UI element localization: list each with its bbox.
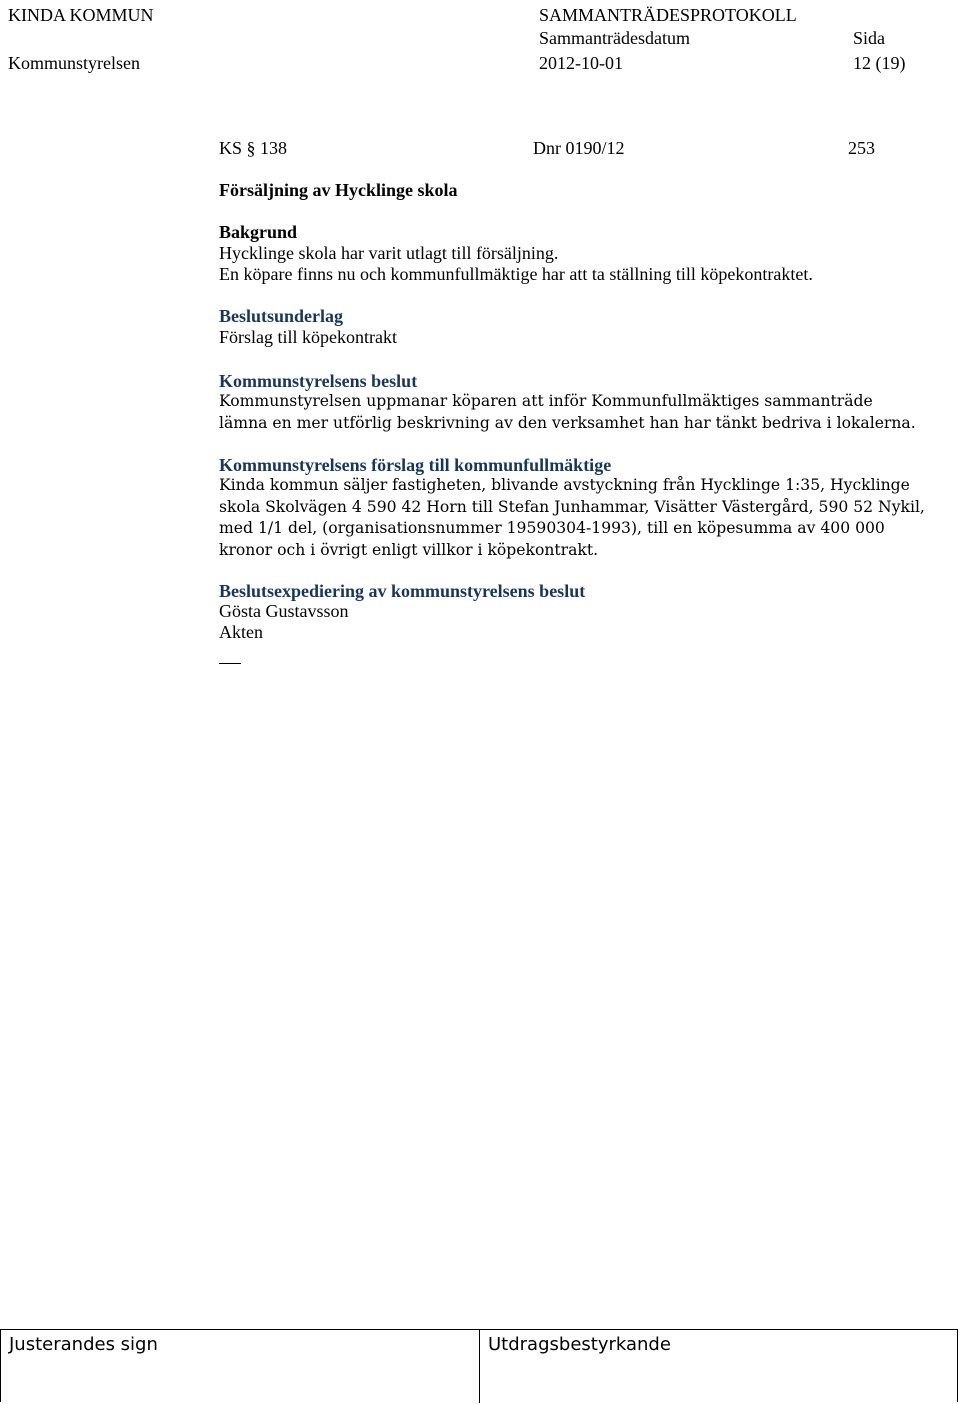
footer-divider [479,1330,480,1403]
case-dnr: Dnr 0190/12 [533,138,625,158]
date-label: Sammanträdesdatum [539,28,690,48]
case-title: Försäljning av Hycklinge skola [219,180,458,200]
ks-beslut-line: Kommunstyrelsen uppmanar köparen att inför Kommunfullmäktiges sammanträde [219,392,873,410]
section-body-beslutsunderlag [219,327,397,348]
signature-footer [0,1329,958,1402]
section-body-ks-forslag [219,475,925,561]
section-end-rule [219,663,241,664]
section-heading-beslutsunderlag: Beslutsunderlag [219,306,344,326]
beslutsunderlag-line: Förslag till köpekontrakt [219,327,397,347]
section-heading-expediering: Beslutsexpediering av kommunstyrelsens beslut [219,581,586,601]
ks-forslag-line: Kinda kommun säljer fastigheten, blivande avstyckning från Hycklinge 1:35, Hycklinge [219,476,910,494]
section-body-bakgrund [219,243,813,285]
meeting-date: 2012-10-01 [539,53,623,73]
expediering-recipient: Gösta Gustavsson [219,601,349,621]
section-heading-ks-forslag: Kommunstyrelsens förslag till kommunfullmäktige [219,455,612,475]
page-number: 12 (19) [853,53,906,73]
section-body-ks-beslut [219,391,916,434]
certification-label: Utdragsbestyrkande [488,1334,671,1355]
section-heading-ks-beslut: Kommunstyrelsens beslut [219,371,418,391]
expediering-recipient: Akten [219,622,263,642]
ks-beslut-line: lämna en mer utförlig beskrivning av den verksamhet han har tänkt bedriva i lokalerna. [219,413,916,432]
document-type: SAMMANTRÄDESPROTOKOLL [539,5,797,25]
section-heading-bakgrund: Bakgrund [219,222,298,242]
adjuster-signature-label: Justerandes sign [9,1334,158,1355]
bakgrund-line: Hycklinge skola har varit utlagt till försäljning. [219,243,559,263]
case-paragraph-ref: KS § 138 [219,138,288,158]
ks-forslag-line: skola Skolvägen 4 590 42 Horn till Stefan Junhammar, Visätter Västergård, 590 52 Nykil, [219,497,925,516]
case-number: 253 [848,138,875,158]
ks-forslag-line: med 1/1 del, (organisationsnummer 19590304-1993), till en köpesumma av 400 000 [219,519,885,537]
section-body-expediering [219,601,349,643]
bakgrund-line: En köpare finns nu och kommunfullmäktige har att ta ställning till köpekontraktet. [219,264,813,284]
page-label: Sida [853,28,886,48]
committee-name: Kommunstyrelsen [8,53,140,73]
org-name: KINDA KOMMUN [8,5,154,25]
ks-forslag-line: kronor och i övrigt enligt villkor i köpekontrakt. [219,540,599,559]
